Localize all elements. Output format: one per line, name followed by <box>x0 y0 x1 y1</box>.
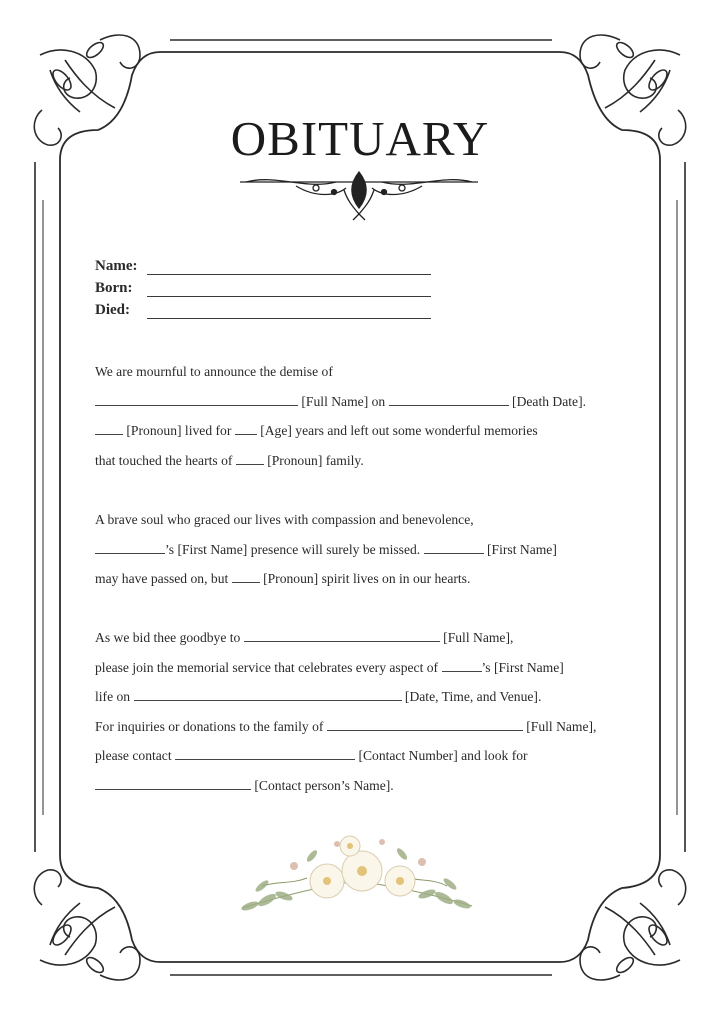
born-row <box>95 275 431 297</box>
text-line <box>95 512 557 542</box>
text-line <box>95 453 586 483</box>
blank-field[interactable] <box>235 423 257 435</box>
line-text: [Full Name], <box>526 718 597 734</box>
text-line <box>95 542 557 572</box>
line-text: that touched the hearts of <box>95 452 233 468</box>
line-text: As we bid thee goodbye to <box>95 630 241 645</box>
line-text: [Full Name] on <box>301 393 386 409</box>
line-text: [Contact Number] and look for <box>358 748 528 763</box>
name-row <box>95 253 431 275</box>
line-text: life on <box>95 689 131 704</box>
died-row <box>95 297 431 319</box>
blank-field[interactable] <box>424 542 484 554</box>
title-divider-ornament <box>236 168 482 222</box>
page-title: OBITUARY <box>230 111 490 166</box>
blank-field[interactable] <box>134 689 402 701</box>
text-line <box>95 571 557 601</box>
text-line <box>95 364 586 394</box>
line-text: [Date, Time, and Venue]. <box>404 689 542 704</box>
text-line <box>95 660 596 690</box>
text-line <box>95 394 586 424</box>
line-text: [Full Name], <box>443 630 514 645</box>
text-line <box>95 778 596 808</box>
blank-field[interactable] <box>95 423 123 435</box>
text-line <box>95 719 596 749</box>
line-text: please contact <box>95 748 172 763</box>
line-text: [Pronoun] family. <box>267 452 364 468</box>
line-text: ’s [First Name] presence will surely be missed. <box>165 541 421 557</box>
blank-field[interactable] <box>175 748 355 760</box>
text-line <box>95 630 596 660</box>
blank-field[interactable] <box>442 660 482 672</box>
line-text: [Death Date]. <box>512 393 587 409</box>
blank-field[interactable] <box>389 394 509 406</box>
floral-bouquet-decoration <box>232 826 482 926</box>
line-text: [Age] years and left out some wonderful memories <box>260 423 538 438</box>
line-text: ’s [First Name] <box>481 659 564 675</box>
name-label: Name: <box>95 258 138 274</box>
text-line <box>95 689 596 719</box>
line-text: We are mournful to announce the demise of <box>95 364 333 379</box>
text-line <box>95 748 596 778</box>
blank-field[interactable] <box>232 571 260 583</box>
name-field[interactable] <box>147 260 431 275</box>
blank-field[interactable] <box>95 542 165 554</box>
paragraph-memorial-service <box>95 630 596 807</box>
line-text: [Pronoun] spirit lives on in our hearts. <box>263 571 471 586</box>
born-field[interactable] <box>147 282 431 297</box>
line-text: A brave soul who graced our lives with compassion and benevolence, <box>95 512 474 527</box>
line-text: may have passed on, but <box>95 571 229 586</box>
line-text: [Contact person’s Name]. <box>254 777 394 793</box>
personal-info-fields <box>95 253 431 319</box>
blank-field[interactable] <box>327 719 523 731</box>
line-text: [First Name] <box>487 541 557 557</box>
line-text: For inquiries or donations to the family of <box>95 718 324 734</box>
died-field[interactable] <box>147 304 431 319</box>
blank-field[interactable] <box>236 453 264 465</box>
died-label: Died: <box>95 302 130 318</box>
born-label: Born: <box>95 280 133 296</box>
paragraph-announcement <box>95 364 586 482</box>
text-line <box>95 423 586 453</box>
blank-field[interactable] <box>95 394 298 406</box>
paragraph-tribute <box>95 512 557 601</box>
line-text: please join the memorial service that celebrates every aspect of <box>95 659 439 675</box>
blank-field[interactable] <box>95 778 251 790</box>
line-text: [Pronoun] lived for <box>126 423 232 438</box>
blank-field[interactable] <box>244 630 440 642</box>
